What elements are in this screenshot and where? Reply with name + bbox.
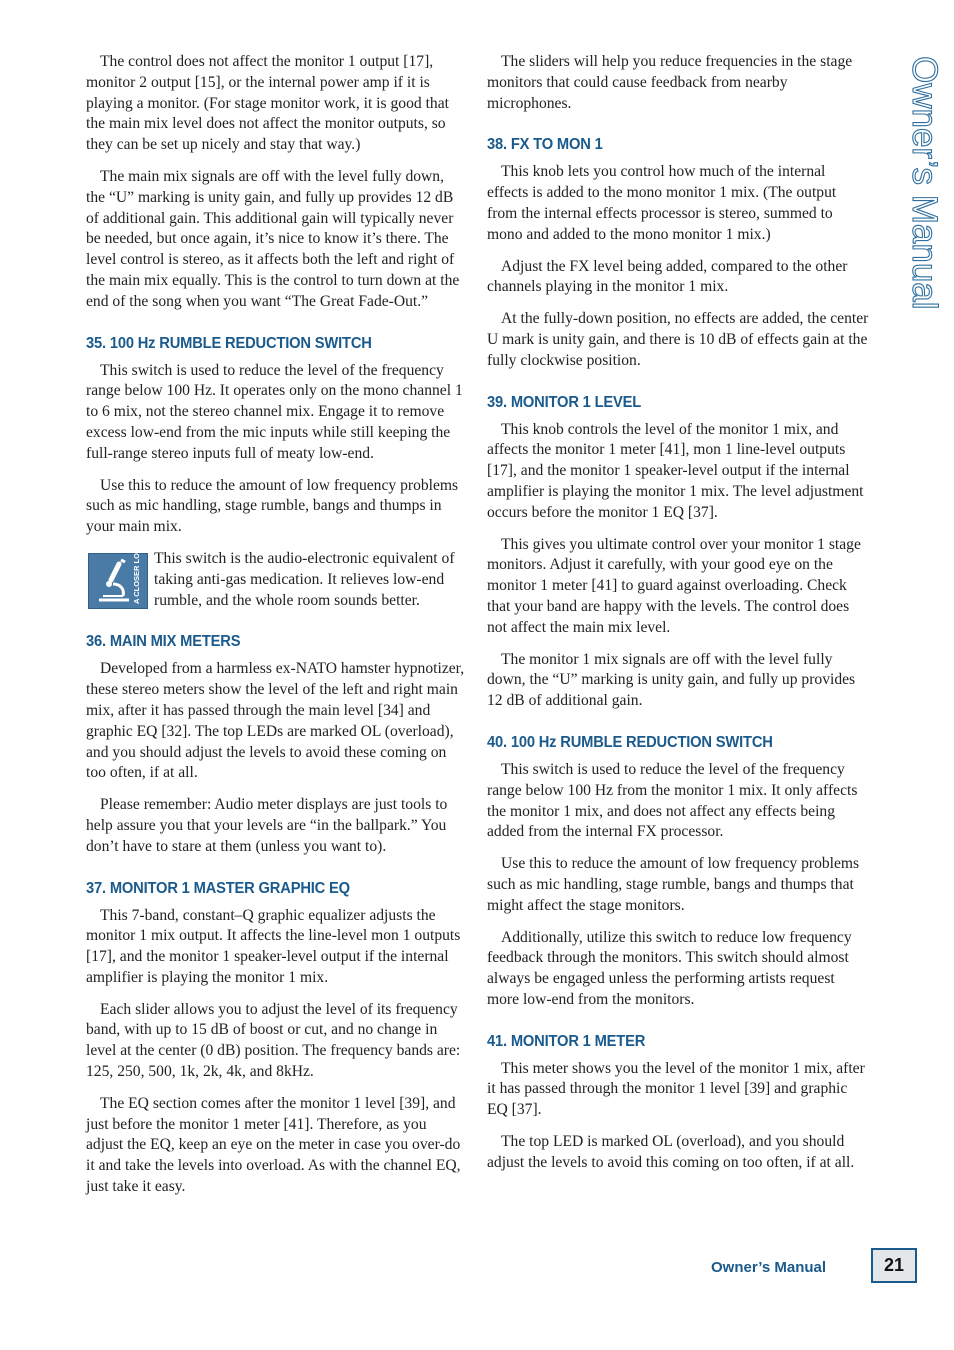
page-number: 21 — [871, 1248, 917, 1283]
footer-label: Owner’s Manual — [711, 1259, 827, 1276]
section-heading-40: 40. 100 Hz RUMBLE REDUCTION SWITCH — [487, 733, 773, 751]
paragraph: Use this to reduce the amount of low frequency problems such as mic handling, stage rumble, bangs and thumps in your main mix. — [86, 476, 459, 536]
section-heading-39: 39. MONITOR 1 LEVEL — [487, 393, 642, 411]
paragraph: This meter shows you the level of the monitor 1 mix, after it has passed through the monitor 1 level [39] and graphic EQ [37]. — [487, 1059, 865, 1119]
paragraph: This 7-band, constant–Q graphic equalizer adjusts the monitor 1 mix output. It affects the line-level mon 1 outputs [17], and the monitor 1 speaker-level output if the internal amplifier is playing the monitor 1 mix. — [86, 906, 461, 986]
paragraph: Each slider allows you to adjust the level of its frequency band, with up to 15 dB of boost or cut, and no change in level at the center (0 dB) position. The frequency bands are: 125, 250, 500, 1k, 2k, 4k, and 8kHz. — [86, 1000, 461, 1081]
paragraph: The EQ section comes after the monitor 1 level [39], and just before the monitor 1 meter [41]. Therefore, as you adjust the EQ, keep an eye on the meter in case you over-do it and take the levels into overload. As with the channel EQ, just take it easy. — [86, 1094, 461, 1196]
side-title-text: Owner’s Manual — [905, 56, 944, 310]
section-heading-37: 37. MONITOR 1 MASTER GRAPHIC EQ — [86, 879, 350, 897]
paragraph: This switch is used to reduce the level of the frequency range below 100 Hz. It operates only on the mono channel 1 to 6 mix, not the stereo channel mix. Engage it to remove excess low-end from the mic inputs while still keeping the full-range stereo inputs full of meaty low-end. — [86, 361, 463, 462]
paragraph: Additionally, utilize this switch to reduce low frequency feedback through the monitors. This switch should almost always be engaged unless the performing artists request more low-end from the monitors. — [487, 928, 852, 1008]
paragraph: Please remember: Audio meter displays are just tools to help assure you that your levels are “in the ballpark.” You don’t have to stare at them (unless you want to). — [86, 796, 448, 855]
paragraph: Developed from a harmless ex-NATO hamster hypnotizer, these stereo meters show the level of the left and right main mix, after it has passed through the main level [34] and graphic EQ [32]. The top LEDs are marked OL (overload), and you should adjust the levels to avoid these coming on too often, if at all. — [86, 660, 465, 782]
paragraph: At the fully-down position, no effects are added, the center U mark is unity gain, and there is 10 dB of effects gain at the fully clockwise position. — [487, 310, 869, 369]
section-heading-41: 41. MONITOR 1 METER — [487, 1032, 646, 1050]
paragraph: This knob controls the level of the monitor 1 mix, and affects the monitor 1 meter [41], mon 1 line-level outputs [17], and the monitor 1 speaker-level output if the internal amplifier is playing the monitor 1 mix. The level adjustment occurs before the monitor 1 EQ [37]. — [487, 420, 864, 521]
paragraph: Use this to reduce the amount of low frequency problems such as mic handling, stage rumble, bangs and thumps that might affect the stage monitors. — [487, 855, 860, 914]
paragraph: The monitor 1 mix signals are off with the level fully down, the “U” marking is unity gain, and fully up provides 12 dB of additional gain. — [487, 650, 856, 710]
paragraph: The top LED is marked OL (overload), and you should adjust the levels to avoid this coming on too often, if at all. — [487, 1133, 855, 1171]
closer-look-label: A CLOSER LOOK — [132, 541, 141, 604]
closer-look-note — [86, 541, 466, 611]
paragraph: Adjust the FX level being added, compared to the other channels playing in the monitor 1 mix. — [487, 257, 848, 296]
section-heading-38: 38. FX TO MON 1 — [487, 136, 603, 154]
section-heading-36: 36. MAIN MIX METERS — [86, 633, 241, 651]
paragraph: The sliders will help you reduce frequencies in the stage monitors that could cause feedback from nearby microphones. — [487, 53, 853, 112]
paragraph: The control does not affect the monitor 1 output [17], monitor 2 output [15], or the internal power amp if it is playing a monitor. (For stage monitor work, it is good that the main mix level does not affect the monitor outputs, so they can be set up nicely and stay that way.) — [86, 53, 449, 154]
paragraph: The main mix signals are off with the level fully down, the “U” marking is unity gain, and fully up provides 12 dB of additional gain. This additional gain will typically never be needed, but once again, it’s nice to know it’s there. The level control is stereo, as it affects both the left and right of the main mix equally. This is the control to turn down at the end of the song when you want “The Great Fade-Out.” — [86, 167, 460, 310]
microscope-icon — [88, 541, 148, 609]
left-column — [86, 52, 466, 1209]
paragraph: This gives you ultimate control over your monitor 1 stage monitors. Adjust it carefully, with your good eye on the monitor 1 meter [41] to guard against overloading. Check that your band are happy with the levels. The control does not affect the main mix level. — [487, 535, 861, 636]
section-heading-35: 35. 100 Hz RUMBLE REDUCTION SWITCH — [86, 334, 372, 352]
right-column — [487, 52, 869, 1185]
note-text: This switch is the audio-electronic equivalent of taking anti-gas medication. It relieves low-end rumble, and the whole room sounds better. — [154, 549, 455, 609]
paragraph: This switch is used to reduce the level of the frequency range below 100 Hz from the monitor 1 mix. It only affects the monitor 1 mix, and does not affect any effects being added from the internal FX processor. — [487, 760, 858, 841]
paragraph: This knob lets you control how much of the internal effects is added to the mono monitor 1 mix. (The output from the internal effects processor is stereo, summed to mono and added to the mono monitor 1 mix.) — [487, 163, 837, 243]
side-title — [880, 56, 944, 326]
